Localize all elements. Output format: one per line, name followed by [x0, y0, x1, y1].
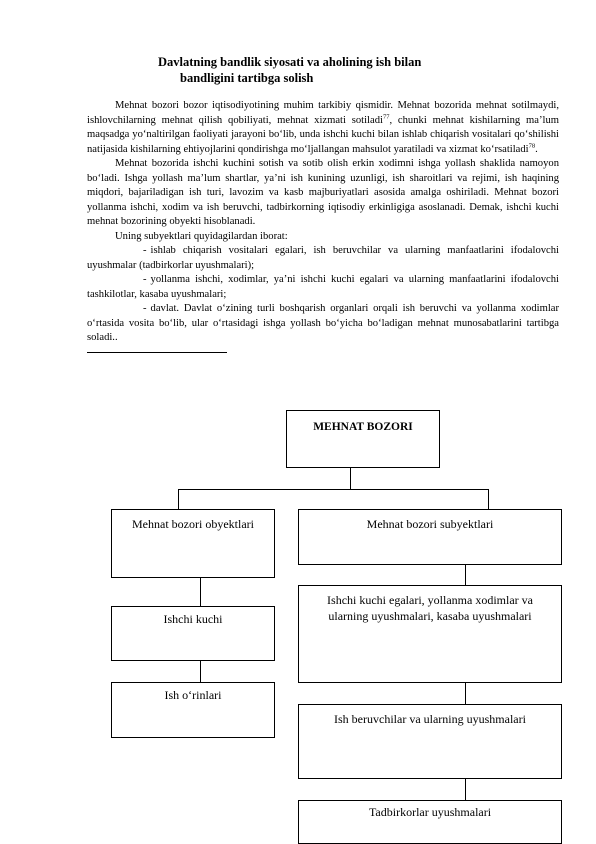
- connector-subj-2: [465, 683, 466, 704]
- connector-subj-1: [465, 565, 466, 585]
- body-text: [87, 99, 559, 346]
- dash-marker: -: [143, 274, 147, 285]
- footnote-ref-77[interactable]: 77: [382, 112, 390, 120]
- subjects-title: Mehnat bozori subyektlari: [366, 517, 494, 531]
- subj-box-tadbirkorlar: [298, 800, 562, 844]
- bullet-3: - davlat. Davlat o‘zining turli boshqarish organlari orqali ish beruvchi va yollanma xodimlar o‘rtasida vosita bo‘lib, ular o‘rtasidagi ishga yollash bo‘yicha bo‘ladigan mehnat munosabatlarini tartibga soladi..: [87, 303, 559, 343]
- title-line-2: bandligini tartibga solish: [180, 71, 314, 85]
- subj-box-ish-beruvchilar: [298, 704, 562, 779]
- dash-marker: -: [143, 245, 147, 256]
- subj-3-label: Tadbirkorlar uyushmalari: [368, 805, 492, 819]
- subjects-box: [298, 509, 562, 565]
- subj-1-line-2: ularning uyushmalari, kasaba uyushmalari: [328, 609, 532, 623]
- connector-subj-3: [465, 779, 466, 800]
- root-label: MEHNAT BOZORI: [313, 421, 413, 433]
- paragraph-1: Mehnat bozori bozor iqtisodiyotining muhim tarkibiy qismidir. Mehnat bozorida mehnat sotilmaydi, ishlovchilarning mehnat qilish qobiliyati, mehnat xizmati sotiladi$^{77}$, chunki mehnat kishilarning ma’lum maqsadga yo‘naltirilgan faoliyati jarayoni bo‘lib, unda ishchi kuchi bilan ishlab chiqarish vositalari qo‘shilishi natijasida kishilarning ehtiyojlarini qondirishga mo‘ljallangan mahsulot yaratiladi va xizmat ko‘rsatiladi$^{78}$.: [87, 100, 559, 155]
- connector-left: [178, 489, 179, 509]
- subj-1-line-1: Ishchi kuchi egalari, yollanma xodimlar va: [327, 593, 533, 607]
- connector-horizontal: [178, 489, 489, 490]
- footnote-ref-78[interactable]: 78: [528, 141, 536, 149]
- paragraph-2: Mehnat bozorida ishchi kuchini sotish va sotib olish erkin xodimni ishga yollash shaklida namoyon bo‘ladi. Ishga yollash ma’lum shartlar, ya’ni ish kunining uzunligi, ish sharoitlari va rejimi, ish haqining miqdori, bajariladigan ish turi, lavozim va kasb majburiyatlari asosida amalga oshiriladi. Mehnat bozori yollanma ishchi, xodim va ish beruvchi, tadbirkorning iqtisodiy erkinligiga asoslanadi. Demak, ishchi kuchi mehnat bozorining obyekti hisoblanadi.: [87, 158, 559, 227]
- connector-right: [488, 489, 489, 509]
- connector-obj-1: [200, 578, 201, 606]
- obj-2-label: Ish o‘rinlari: [164, 688, 222, 702]
- title-line-1: Davlatning bandlik siyosati va aholining ish bilan: [158, 55, 422, 69]
- bullet-1: - ishlab chiqarish vositalari egalari, ish beruvchilar va ularning manfaatlarini ifodalovchi uyushmalar (tadbirkorlar uyushmalari);: [87, 245, 559, 271]
- obj-box-ish-orinlari: [111, 682, 275, 738]
- paragraph-3: Uning subyektlari quyidagilardan iborat:: [115, 230, 288, 242]
- connector-root: [350, 468, 351, 489]
- objects-box: [111, 509, 275, 578]
- connector-obj-2: [200, 661, 201, 682]
- subj-box-ishchi-kuchi-egalari: [298, 585, 562, 683]
- root-box: [286, 410, 440, 468]
- subj-2-label: Ish beruvchilar va ularning uyushmalari: [334, 712, 526, 726]
- footnote-separator: [87, 352, 227, 353]
- bullet-2: - yollanma ishchi, xodimlar, ya’ni ishchi kuchi egalari va ularning manfaatlarini ifodalovchi tashkilotlar, kasaba uyushmalari;: [87, 274, 559, 300]
- objects-title: Mehnat bozori obyektlari: [132, 517, 254, 531]
- obj-box-ishchi-kuchi: [111, 606, 275, 661]
- dash-marker: -: [143, 303, 147, 314]
- obj-1-label: Ishchi kuchi: [163, 612, 223, 626]
